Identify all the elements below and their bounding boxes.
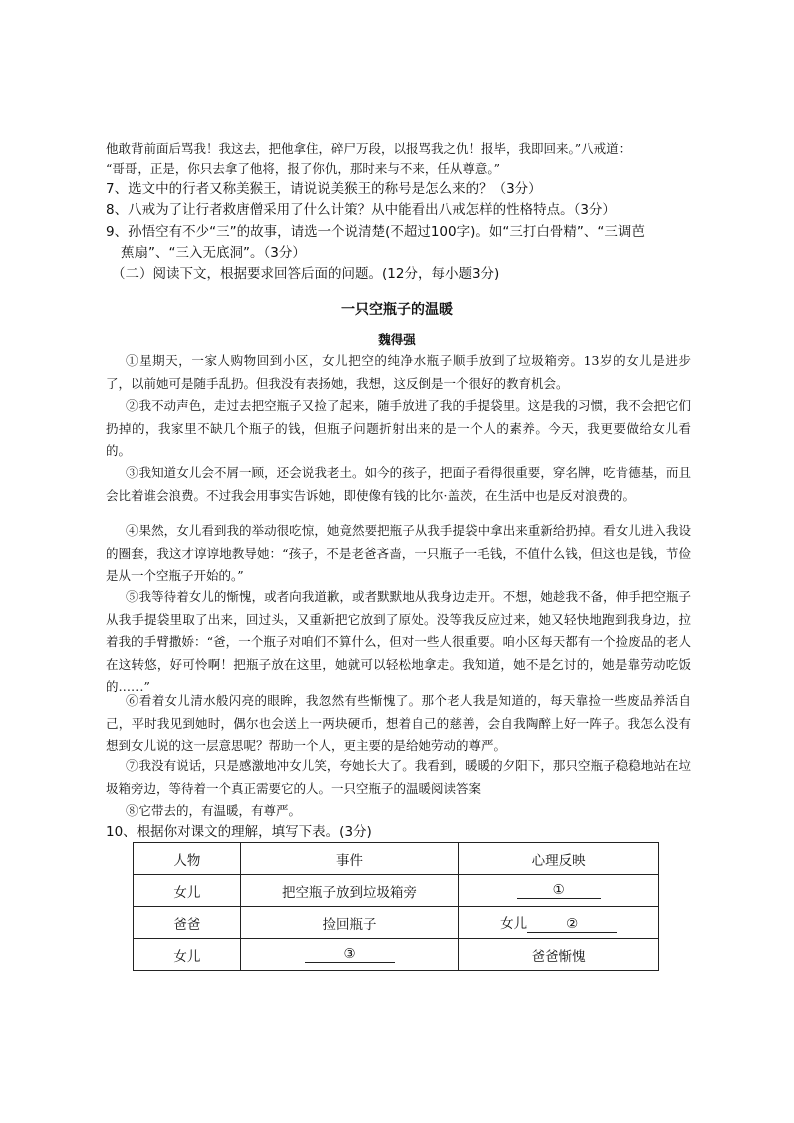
passage-end-line-1: 他敢背前面后骂我！我这去，把他拿住，碎尸万段，以报骂我之仇！报毕，我即回来。”八戒道：	[106, 141, 632, 156]
table-row	[134, 875, 659, 907]
answer-blank-1[interactable]: ①	[517, 882, 601, 899]
paragraph-1-text: ①星期天，一家人购物回到小区，女儿把空的纯净水瓶子顺手放到了垃圾箱旁。13岁的女儿是进步了，以前她可是随手乱扔。但我没有表扬她，我想，这反倒是一个很好的教育机会。	[106, 353, 691, 391]
row-2-reaction-prefix: 女儿	[500, 916, 528, 932]
header-person: 人物	[134, 843, 241, 875]
row-3-event	[240, 939, 459, 971]
paragraph-8-text: ⑧它带去的，有温暖，有尊严。	[126, 803, 302, 818]
paragraph-6	[106, 690, 691, 758]
paragraph-4	[106, 520, 691, 588]
article-author: 魏得强	[378, 332, 416, 347]
row-1-event: 把空瓶子放到垃圾箱旁	[240, 875, 459, 907]
row-2-event: 捡回瓶子	[240, 907, 459, 939]
paragraph-8	[106, 800, 691, 823]
article-title: 一只空瓶子的温暖	[341, 302, 453, 318]
row-1-reaction	[459, 875, 659, 907]
paragraph-3-text: ③我知道女儿会不屑一顾，还会说我老土。如今的孩子，把面子看得很重要，穿名牌，吃肯德基，而且会比着谁会浪费。不过我会用事实告诉她，即使像有钱的比尔·盖茨，在生活中也是反对浪费的。	[106, 465, 691, 503]
question-7: 7、选文中的行者又称美猴王，请说说美猴王的称号是怎么来的？（3分）	[106, 181, 542, 197]
question-9-line-2: 蕉扇”、“三入无底洞”。（3分）	[121, 245, 306, 261]
row-2-reaction	[459, 907, 659, 939]
paragraph-5-text: ⑤我等待着女儿的惭愧，或者向我道歉，或者默默地从我身边走开。不想，她趁我不备，伸手把空瓶子从我手提袋里取了出来，回过头，又重新把它放到了原处。没等我反应过来，她又轻快地跑到我身边，拉着我的手臂撒娇：“爸，一个瓶子对咱们不算什么，但对一些人很重要。咱小区每天都有一个捡废品的老人在这转悠，好可怜啊！把瓶子放在这里，她就可以轻松地拿走。我知道，她不是乞讨的，她是靠劳动吃饭的……”	[106, 589, 691, 694]
question-10: 10、根据你对课文的理解，填写下表。(3分)	[106, 824, 372, 840]
paragraph-7	[106, 755, 691, 800]
answer-blank-3[interactable]: ③	[305, 946, 395, 963]
row-2-person: 爸爸	[134, 907, 241, 939]
question-8: 8、八戒为了让行者救唐僧采用了什么计策？从中能看出八戒怎样的性格特点。（3分）	[106, 202, 616, 218]
table-header-row	[134, 843, 659, 875]
paragraph-2	[106, 395, 691, 463]
paragraph-2-text: ②我不动声色，走过去把空瓶子又捡了起来，随手放进了我的手提袋里。这是我的习惯，我不会把它们扔掉的，我家里不缺几个瓶子的钱，但瓶子问题折射出来的是一个人的素养。今天，我更要做给女儿看的。	[106, 398, 691, 458]
paragraph-3	[106, 462, 691, 507]
row-3-person: 女儿	[134, 939, 241, 971]
answer-table	[133, 842, 659, 971]
row-1-person: 女儿	[134, 875, 241, 907]
section-2-heading: （二）阅读下文，根据要求回答后面的问题。(12分，每小题3分)	[112, 266, 500, 282]
header-reaction: 心理反映	[459, 843, 659, 875]
paragraph-4-text: ④果然，女儿看到我的举动很吃惊，她竟然要把瓶子从我手提袋中拿出来重新给扔掉。看女儿进入我设的圈套，我这才谆谆地教导她：“孩子，不是老爸吝啬，一只瓶子一毛钱，不值什么钱，但这也是钱，节俭是从一个空瓶子开始的。”	[106, 523, 691, 583]
table-row	[134, 907, 659, 939]
passage-end-line-2: “哥哥，正是，你只去拿了他将，报了你仇，那时来与不来，任从尊意。”	[106, 161, 501, 176]
answer-blank-2[interactable]: ②	[527, 916, 617, 933]
paragraph-6-text: ⑥看着女儿清水般闪亮的眼眸，我忽然有些惭愧了。那个老人我是知道的，每天靠捡一些废品养活自己，平时我见到她时，偶尔也会送上一两块硬币，想着自己的慈善，会自我陶醉上好一阵子。我怎么没有想到女儿说的这一层意思呢？帮助一个人，更主要的是给她劳动的尊严。	[106, 693, 691, 753]
table-row	[134, 939, 659, 971]
paragraph-7-text: ⑦我没有说话，只是感激地冲女儿笑，夸她长大了。我看到，暖暖的夕阳下，那只空瓶子稳稳地站在垃圾箱旁边，等待着一个真正需要它的人。一只空瓶子的温暖阅读答案	[106, 758, 691, 796]
header-event: 事件	[240, 843, 459, 875]
row-3-reaction: 爸爸惭愧	[459, 939, 659, 971]
paragraph-1	[106, 350, 691, 395]
question-9-line-1: 9、孙悟空有不少“三”的故事，请选一个说清楚(不超过100字)。如“三打白骨精”、“三调芭	[106, 224, 645, 240]
paragraph-5	[106, 586, 691, 699]
